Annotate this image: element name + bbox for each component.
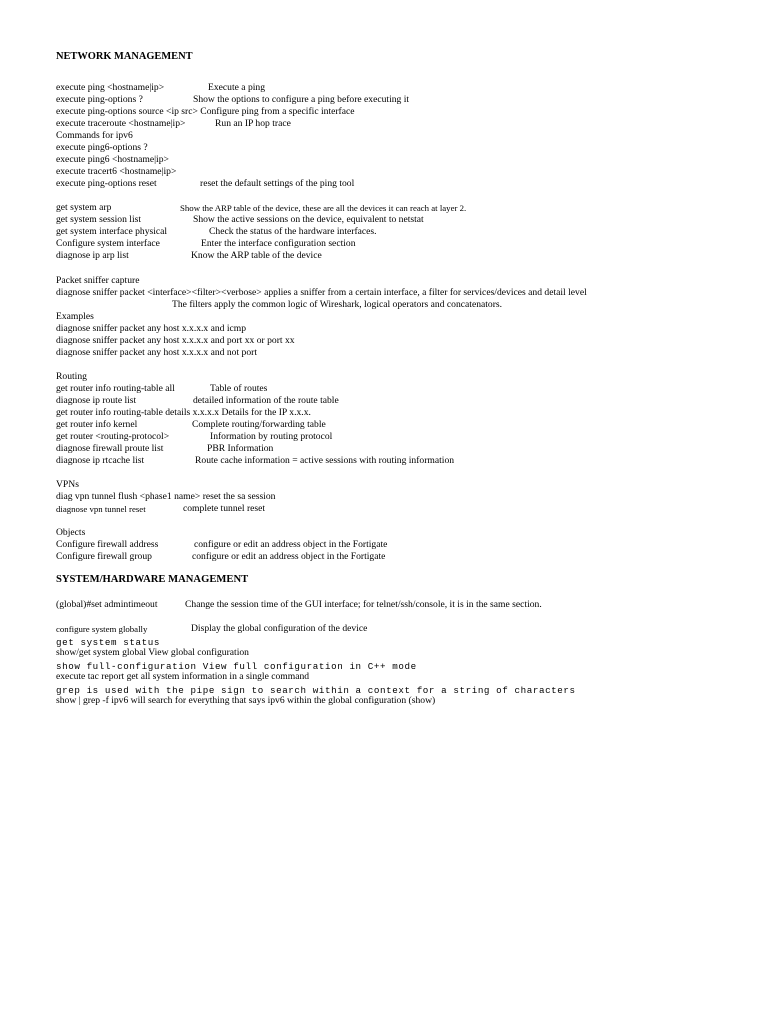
desc-firewall-proute: PBR Information [207, 443, 274, 454]
desc-vpn-tunnel-reset: complete tunnel reset [183, 503, 266, 514]
cmd-set-admintimeout: (global)#set admintimeout [56, 599, 158, 610]
sniffer-description: diagnose sniffer packet <interface><filter><verbose> applies a sniffer from a certain interface, a filter for services/devices and detail level [56, 287, 587, 298]
ipv6-commands-label: Commands for ipv6 [56, 130, 133, 141]
cmd-router-info-kernel: get router info kernel [56, 419, 138, 430]
cmd-execute-tac-report: execute tac report get all system information in a single command [56, 671, 310, 682]
sniffer-example: diagnose sniffer packet any host x.x.x.x and icmp [56, 323, 247, 334]
cmd-traceroute: execute traceroute <hostname|ip> [56, 118, 186, 129]
desc-set-admintimeout: Change the session time of the GUI interface; for telnet/ssh/console, it is in the same section. [185, 599, 542, 610]
cmd-routing-table-details: get router info routing-table details x.x.x.x Details for the IP x.x.x. [56, 407, 311, 418]
desc-rtcache-list: Route cache information = active sessions with routing information [195, 455, 455, 466]
cmd-routing-protocol: get router <routing-protocol> [56, 431, 170, 442]
cmd-show-full-configuration: show full-configuration View full configuration in C++ mode [56, 661, 417, 672]
desc-firewall-group: configure or edit an address object in the Fortigate [192, 551, 386, 562]
sniffer-example: diagnose sniffer packet any host x.x.x.x and port xx or port xx [56, 335, 295, 346]
desc-configure-system-interface: Enter the interface configuration section [201, 238, 356, 249]
desc-interface-physical: Check the status of the hardware interfaces. [209, 226, 377, 237]
desc-ping-options-reset: reset the default settings of the ping tool [200, 178, 355, 189]
cmd-firewall-proute: diagnose firewall proute list [56, 443, 164, 454]
sniffer-filters-note: The filters apply the common logic of Wireshark, logical operators and concatenators. [172, 299, 503, 310]
cmd-configure-system-interface: Configure system interface [56, 238, 160, 249]
desc-configure-system-globally: Display the global configuration of the device [191, 623, 368, 634]
desc-routing-table-all: Table of routes [210, 383, 268, 394]
desc-get-system-arp: Show the ARP table of the device, these are all the devices it can reach at layer 2. [180, 203, 467, 213]
desc-router-info-kernel: Complete routing/forwarding table [192, 419, 326, 430]
sniffer-example: diagnose sniffer packet any host x.x.x.x and not port [56, 347, 257, 358]
desc-execute-ping: Execute a ping [208, 82, 266, 93]
network-management-heading: NETWORK MANAGEMENT [56, 51, 193, 62]
cmd-ip-route-list: diagnose ip route list [56, 395, 137, 406]
grep-description: grep is used with the pipe sign to search within a context for a string of characters [56, 685, 576, 696]
sniffer-heading: Packet sniffer capture [56, 275, 140, 286]
desc-routing-protocol: Information by routing protocol [210, 431, 333, 442]
cmd-firewall-address: Configure firewall address [56, 539, 159, 550]
cmd-tracert6: execute tracert6 <hostname|ip> [56, 166, 177, 177]
cmd-session-list: get system session list [56, 214, 142, 225]
desc-firewall-address: configure or edit an address object in the Fortigate [194, 539, 388, 550]
cmd-vpn-tunnel-reset: diagnose vpn tunnel reset [56, 504, 146, 514]
cmd-vpn-tunnel-flush: diag vpn tunnel flush <phase1 name> reset the sa session [56, 491, 276, 502]
cmd-ping-options: execute ping-options ? [56, 94, 143, 105]
hardware-management-heading: SYSTEM/HARDWARE MANAGEMENT [56, 574, 249, 585]
cmd-get-system-arp: get system arp [56, 202, 112, 213]
desc-arp-list: Know the ARP table of the device [191, 250, 322, 261]
cmd-rtcache-list: diagnose ip rtcache list [56, 455, 145, 466]
cmd-ping-options-reset: execute ping-options reset [56, 178, 157, 189]
cmd-ping-options-source: execute ping-options source <ip src> Configure ping from a specific interface [56, 106, 355, 117]
cmd-firewall-group: Configure firewall group [56, 551, 152, 562]
desc-ping-options: Show the options to configure a ping before executing it [193, 94, 410, 105]
cmd-ping6: execute ping6 <hostname|ip> [56, 154, 169, 165]
cmd-ping6-options: execute ping6-options ? [56, 142, 148, 153]
objects-heading: Objects [56, 527, 86, 538]
desc-session-list: Show the active sessions on the device, equivalent to netstat [193, 214, 424, 225]
desc-ip-route-list: detailed information of the route table [193, 395, 339, 406]
cmd-show-system-global: show/get system global View global configuration [56, 647, 249, 658]
grep-example: show | grep -f ipv6 will search for everything that says ipv6 within the global configuration (show) [56, 695, 436, 706]
desc-traceroute: Run an IP hop trace [215, 118, 291, 129]
cmd-execute-ping: execute ping <hostname|ip> [56, 82, 165, 93]
routing-heading: Routing [56, 371, 87, 382]
cmd-configure-system-globally: configure system globally [56, 624, 148, 634]
vpn-heading: VPNs [56, 479, 79, 490]
cmd-arp-list: diagnose ip arp list [56, 250, 129, 261]
cmd-interface-physical: get system interface physical [56, 226, 168, 237]
sniffer-examples-label: Examples [56, 311, 94, 322]
cmd-routing-table-all: get router info routing-table all [56, 383, 175, 394]
cmd-get-system-status: get system status [56, 637, 160, 648]
